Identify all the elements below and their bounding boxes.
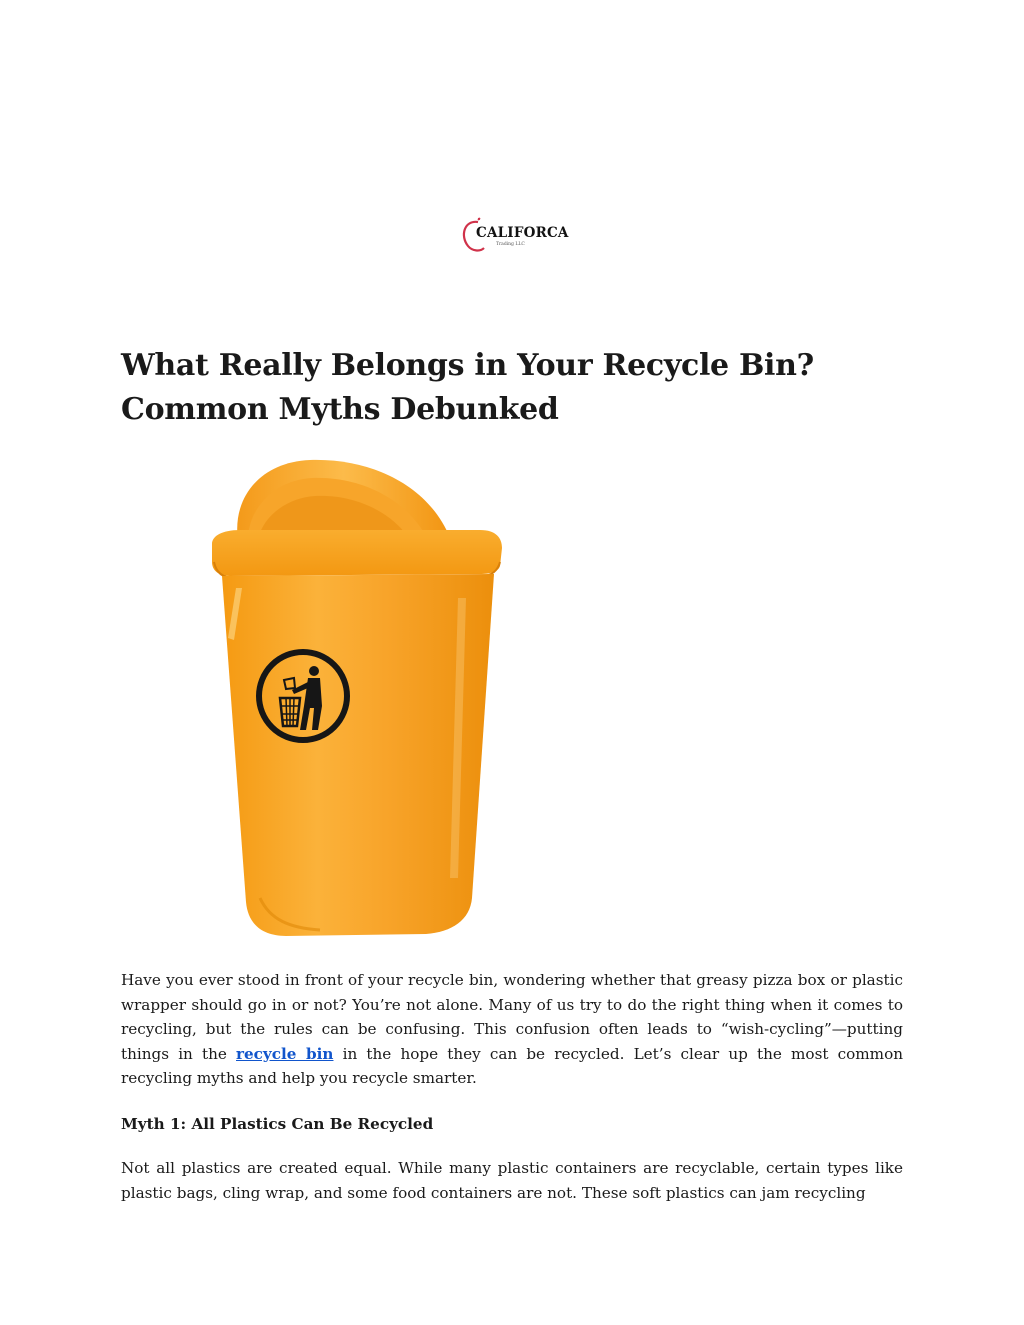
- myth-1-paragraph: Not all plastics are created equal. While many plastic containers are recyclable, certain types like plastic bags, cling wrap, and some food containers are not. These soft plastics can jam recycling: [121, 1159, 903, 1202]
- intro-text-end: in the hope they can be recycled. Let’s clear up the most common recycling myths and help you recycle smarter.: [121, 1044, 903, 1088]
- logo-subtext: Trading LLC: [496, 242, 525, 247]
- logo-wordmark: CALIFORCA: [476, 225, 569, 241]
- intro-paragraph: [121, 968, 903, 1091]
- intro-text-start: Have you ever stood in front of your recycle bin, wondering whether that greasy pizza box or plastic wrapper should go in or not? You’re not alone. Many of us try to do the right thing when it comes to recycling, but the rules can be confusing. This confusion often leads to “wish-cycling”—putting things in the: [121, 971, 903, 1063]
- company-logo: [458, 214, 568, 254]
- article-title: What Really Belongs in Your Recycle Bin? Common Myths Debunked: [121, 348, 814, 427]
- orange-trash-bin-image: [200, 458, 510, 938]
- myth-1-heading: Myth 1: All Plastics Can Be Recycled: [121, 1115, 434, 1133]
- recycle-bin-link[interactable]: recycle bin: [236, 1044, 334, 1063]
